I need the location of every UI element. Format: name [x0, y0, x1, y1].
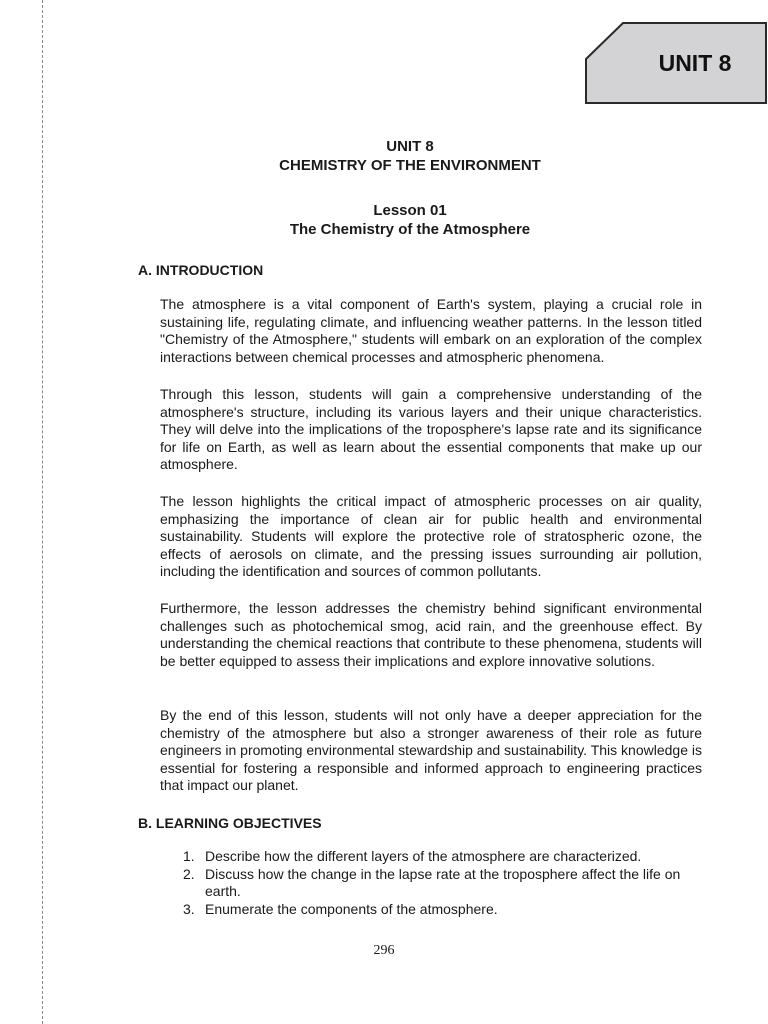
intro-paragraph: Through this lesson, students will gain a comprehensive understanding of the atmosphere's structure, including its various layers and their unique characteristics. They will delve into the implications of the troposphere's lapse rate and its significance for life on Earth, as well as learn about the essential components that make up our atmosphere.	[160, 386, 702, 473]
intro-paragraph: The lesson highlights the critical impact of atmospheric processes on air quality, emphasizing the importance of clean air for public health and environmental sustainability. Students will explore the protective role of stratospheric ozone, the effects of aerosols on climate, and the pressing issues surrounding air pollution, including the identification and sources of common pollutants.	[160, 493, 702, 580]
unit-heading	[60, 137, 760, 175]
objective-number: 1.	[183, 848, 195, 864]
unit-tab-label: UNIT 8	[658, 49, 732, 76]
learning-objectives-list	[183, 848, 703, 918]
section-heading-introduction: A. INTRODUCTION	[138, 262, 264, 278]
unit-tab	[585, 22, 767, 104]
objective-number: 2.	[183, 865, 195, 882]
objective-item	[183, 866, 703, 901]
unit-number: UNIT 8	[386, 138, 434, 155]
objective-item	[183, 901, 703, 919]
intro-paragraph: Furthermore, the lesson addresses the chemistry behind significant environmental challenges such as photochemical smog, acid rain, and the greenhouse effect. By understanding the chemical reactions that contribute to these phenomena, students will be better equipped to assess their implications and explore innovative solutions.	[160, 600, 702, 669]
objective-text: Enumerate the components of the atmosphere.	[205, 900, 498, 917]
page-binding-dashed-line	[42, 0, 43, 1024]
objective-text: Describe how the different layers of the atmosphere are characterized.	[205, 848, 642, 864]
intro-paragraph: The atmosphere is a vital component of Earth's system, playing a crucial role in sustaining life, regulating climate, and influencing weather patterns. In the lesson titled "Chemistry of the Atmosphere," students will embark on an exploration of the complex interactions between chemical processes and atmospheric phenomena.	[160, 296, 702, 365]
unit-title: CHEMISTRY OF THE ENVIRONMENT	[279, 157, 541, 174]
lesson-number: Lesson 01	[373, 202, 447, 219]
section-heading-learning-objectives: B. LEARNING OBJECTIVES	[138, 815, 322, 831]
objective-number: 3.	[183, 900, 195, 917]
page-number: 296	[373, 943, 395, 958]
objective-item	[183, 848, 703, 866]
lesson-title: The Chemistry of the Atmosphere	[289, 221, 531, 238]
intro-paragraph: By the end of this lesson, students will not only have a deeper appreciation for the chemistry of the atmosphere but also a stronger awareness of their role as future engineers in promoting environmental stewardship and sustainability. This knowledge is essential for fostering a responsible and informed approach to engineering practices that impact our planet.	[160, 707, 702, 794]
objective-text: Discuss how the change in the lapse rate at the troposphere affect the life on earth.	[205, 865, 681, 900]
lesson-heading	[60, 201, 760, 239]
